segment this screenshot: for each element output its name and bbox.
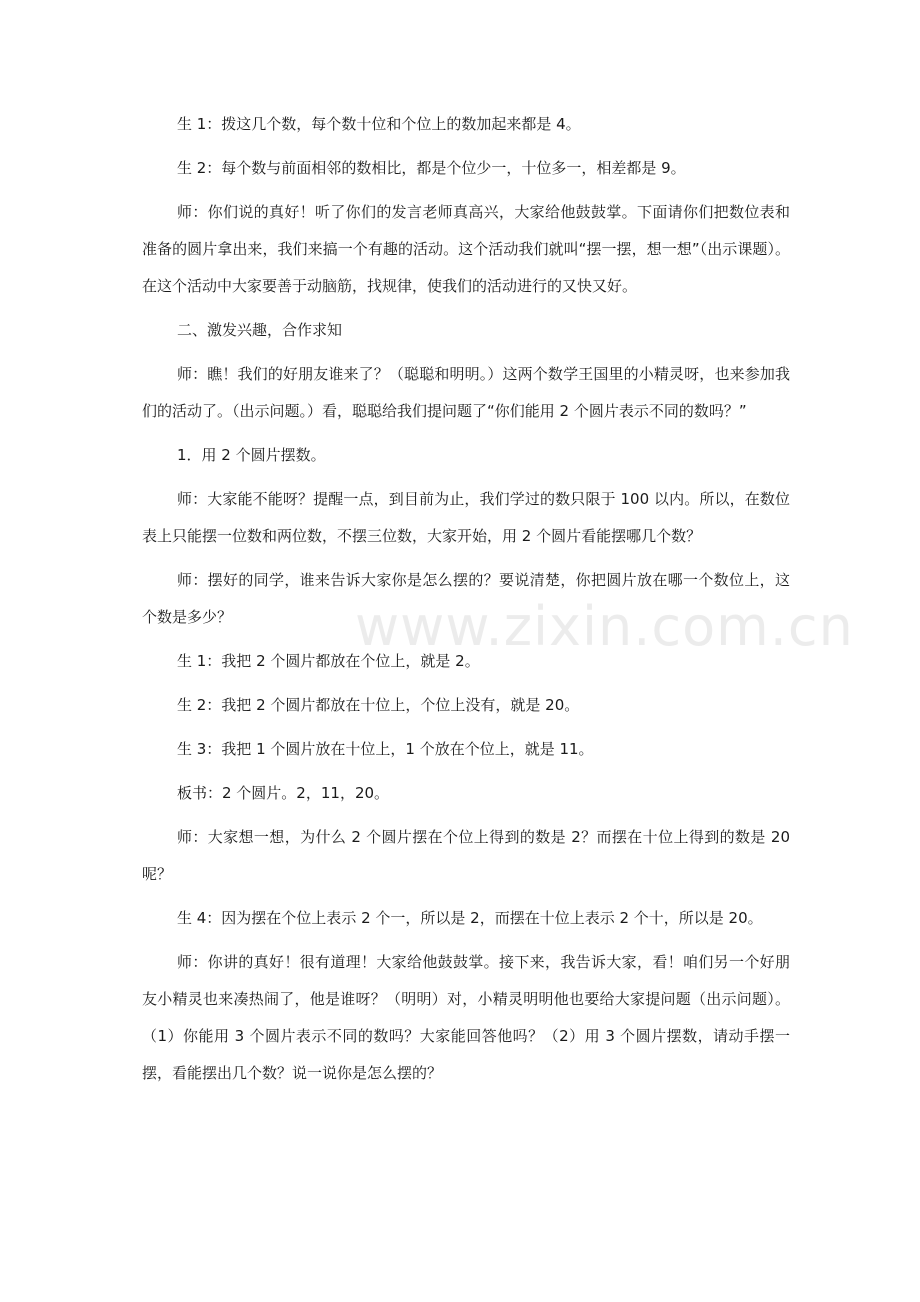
watermark: www.zixin.com.cn xyxy=(355,595,854,658)
paragraph-7: 师：大家能不能呀？提醒一点，到目前为止，我们学过的数只限于 100 以内。所以，在数位表上只能摆一位数和两位数，不摆三位数，大家开始，用 2 个圆片看能摆哪几个数？ xyxy=(142,490,790,545)
paragraph-14: 生 4：因为摆在个位上表示 2 个一，所以是 2，而摆在十位上表示 2 个十，所以是 20。 xyxy=(177,909,763,927)
paragraph-2: 生 2：每个数与前面相邻的数相比，都是个位少一，十位多一，相差都是 9。 xyxy=(177,159,686,177)
paragraph-15: 师：你讲的真好！很有道理！大家给他鼓鼓掌。接下来，我告诉大家，看！咱们另一个好朋友小精灵也来凑热闹了，他是谁呀？（明明）对，小精灵明明他也要给大家提问题（出示问题）。（1）你能用 3 个圆片表示不同的数吗？大家能回答他吗？（2）用 3 个圆片摆数，请动手摆一摆，看能摆出几个数？说一说你是怎么摆的？ xyxy=(142,953,790,1082)
paragraph-10: 生 2：我把 2 个圆片都放在十位上，个位上没有，就是 20。 xyxy=(177,696,580,714)
paragraph-8: 师：摆好的同学，谁来告诉大家你是怎么摆的？要说清楚，你把圆片放在哪一个数位上，这个数是多少？ xyxy=(142,571,790,626)
section-heading: 二、激发兴趣，合作求知 xyxy=(177,321,343,339)
paragraph-13: 师：大家想一想，为什么 2 个圆片摆在个位上得到的数是 2？而摆在十位上得到的数是 20 呢？ xyxy=(142,828,790,883)
paragraph-12: 板书：2 个圆片。2，11，20。 xyxy=(177,784,390,802)
subsection-heading: 1．用 2 个圆片摆数。 xyxy=(177,446,326,464)
paragraph-9: 生 1：我把 2 个圆片都放在个位上，就是 2。 xyxy=(177,652,480,670)
paragraph-11: 生 3：我把 1 个圆片放在十位上，1 个放在个位上，就是 11。 xyxy=(177,740,594,758)
document-body xyxy=(142,114,790,1107)
paragraph-3: 师：你们说的真好！听了你们的发言老师真高兴，大家给他鼓鼓掌。下面请你们把数位表和准备的圆片拿出来，我们来搞一个有趣的活动。这个活动我们就叫“摆一摆，想一想”（出示课题）。在这个活动中大家要善于动脑筋，找规律，使我们的活动进行的又快又好。 xyxy=(142,203,790,295)
paragraph-1: 生 1：拨这几个数，每个数十位和个位上的数加起来都是 4。 xyxy=(177,115,581,133)
paragraph-5: 师：瞧！我们的好朋友谁来了？（聪聪和明明。）这两个数学王国里的小精灵呀，也来参加我们的活动了。（出示问题。）看，聪聪给我们提问题了“你们能用 2 个圆片表示不同的数吗？” xyxy=(142,365,790,420)
